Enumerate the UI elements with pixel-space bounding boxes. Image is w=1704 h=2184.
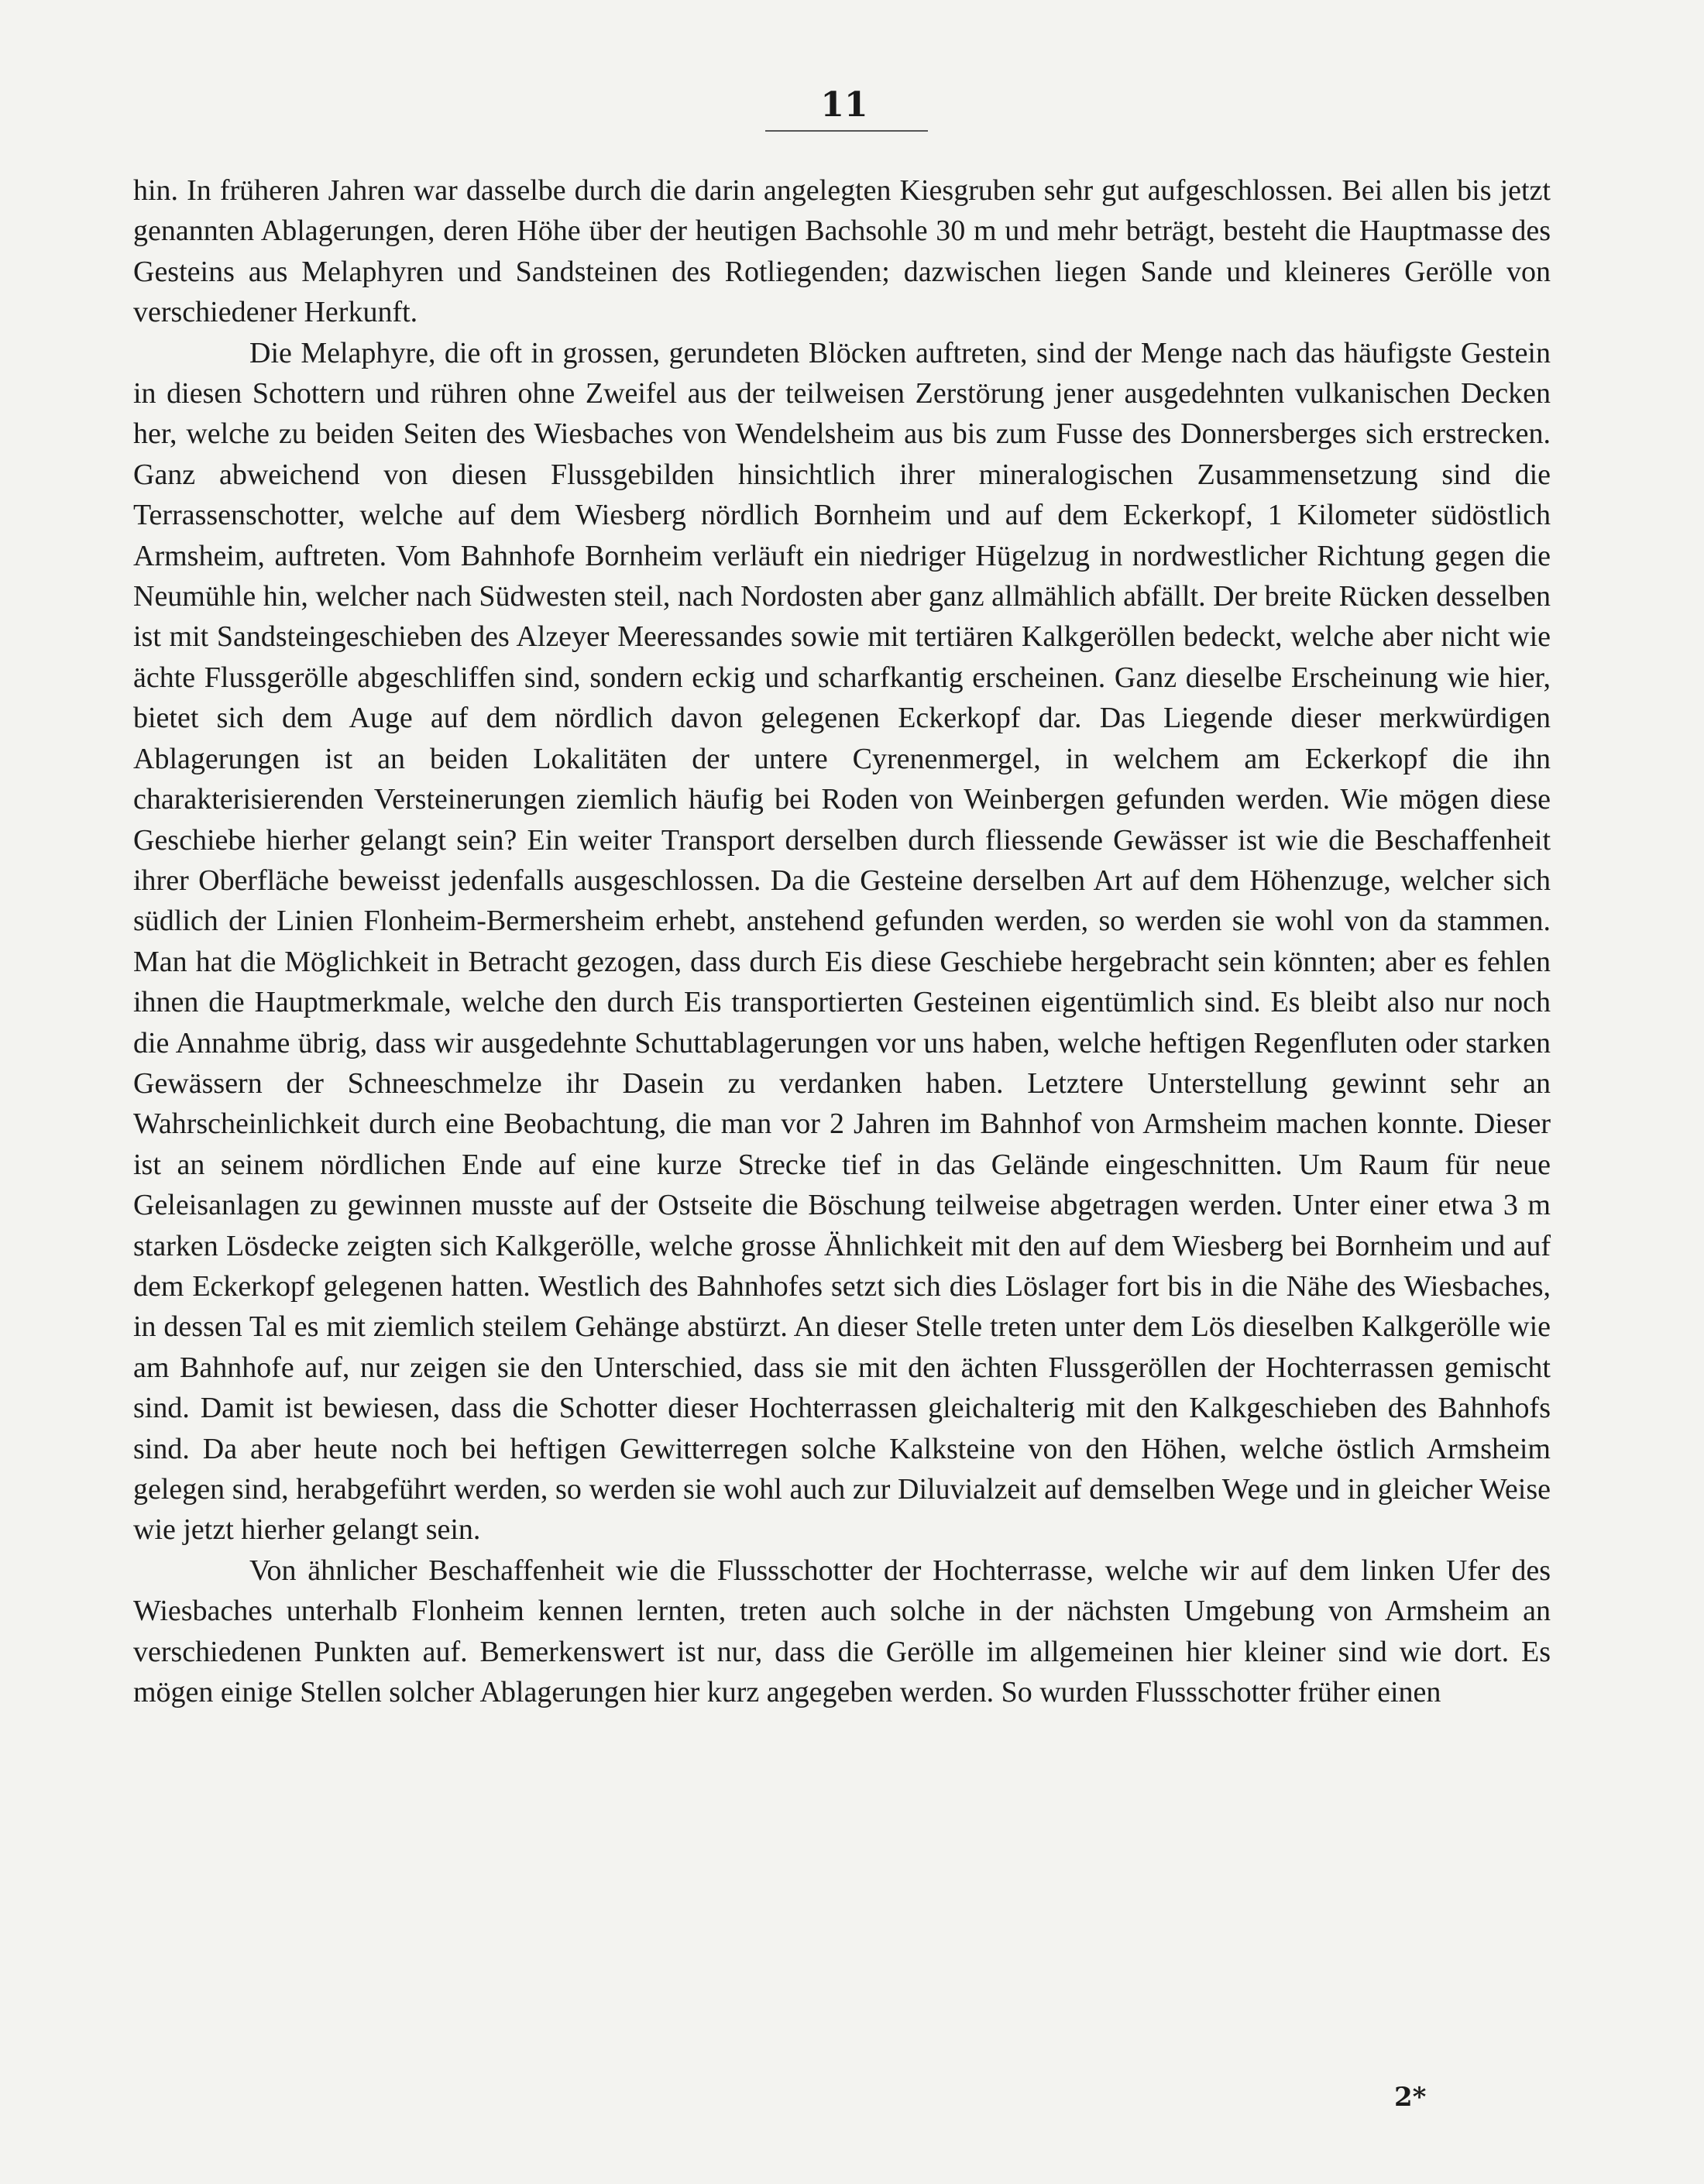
- paragraph: Von ähnlicher Beschaffenheit wie die Flussschotter der Hochterrasse, welche wir auf dem linken Ufer des Wiesbaches unterhalb Flonheim kennen lernten, treten auch solche in der nächsten Umgebung von Armsheim an verschiedenen Punkten auf. Bemerkenswert ist nur, dass die Gerölle im allgemeinen hier kleiner sind wie dort. Es mögen einige Stellen solcher Ablagerungen hier kurz angegeben werden. So wurden Flussschotter früher einen: [133, 1554, 1551, 1709]
- paragraph: hin. In früheren Jahren war dasselbe durch die darin angelegten Kiesgruben sehr gut aufgeschlossen. Bei allen bis jetzt genannten Ablagerungen, deren Höhe über der heutigen Bachsohle 30 m und mehr beträgt, besteht die Hauptmasse des Gesteins aus Melaphyren und Sandsteinen des Rotliegenden; dazwischen liegen Sande und kleineres Gerölle von verschiedener Herkunft.: [133, 174, 1551, 329]
- signature-mark: 2*: [1394, 2082, 1427, 2113]
- page-number: 11: [820, 85, 868, 125]
- body-text: [133, 170, 1551, 1712]
- page-number-rule: [765, 130, 928, 132]
- paragraph: Die Melaphyre, die oft in grossen, gerundeten Blöcken auftreten, sind der Menge nach das häufigste Gestein in diesen Schottern und rühren ohne Zweifel aus der teilweisen Zerstörung jener ausgedehnten vulkanischen Decken her, welche zu beiden Seiten des Wiesbaches von Wendelsheim aus bis zum Fusse des Donnersberges sich erstrecken. Ganz abweichend von diesen Flussgebilden hinsichtlich ihrer mineralogischen Zusammensetzung sind die Terrassenschotter, welche auf dem Wiesberg nördlich Bornheim und auf dem Eckerkopf, 1 Kilometer südöstlich Armsheim, auftreten. Vom Bahnhofe Bornheim verläuft ein niedriger Hügelzug in nordwestlicher Richtung gegen die Neumühle hin, welcher nach Südwesten steil, nach Nordosten aber ganz allmählich abfällt. Der breite Rücken desselben ist mit Sandsteingeschieben des Alzeyer Meeressandes sowie mit tertiären Kalkgeröllen bedeckt, welche aber nicht wie ächte Flussgerölle abgeschliffen sind, sondern eckig und scharfkantig erscheinen. Ganz dieselbe Erscheinung wie hier, bietet sich dem Auge auf dem nördlich davon gelegenen Eckerkopf dar. Das Liegende dieser merkwürdigen Ablagerungen ist an beiden Lokalitäten der untere Cyrenenmergel, in welchem am Eckerkopf die ihn charakterisierenden Versteinerungen ziemlich häufig bei Roden von Weinbergen gefunden werden. Wie mögen diese Geschiebe hierher gelangt sein? Ein weiter Transport derselben durch fliessende Gewässer ist wie die Beschaffenheit ihrer Oberfläche beweisst jedenfalls ausgeschlossen. Da die Gesteine derselben Art auf dem Höhenzuge, welcher sich südlich der Linien Flonheim-Bermersheim erhebt, anstehend gefunden werden, so werden sie wohl von da stammen. Man hat die Möglichkeit in Betracht gezogen, dass durch Eis diese Geschiebe hergebracht sein könnten; aber es fehlen ihnen die Hauptmerkmale, welche den durch Eis transportierten Gesteinen eigentümlich sind. Es bleibt also nur noch die Annahme übrig, dass wir ausgedehnte Schuttablagerungen vor uns haben, welche heftigen Regenfluten oder starken Gewässern der Schneeschmelze ihr Dasein zu verdanken haben. Letztere Unterstellung gewinnt sehr an Wahrscheinlichkeit durch eine Beobachtung, die man vor 2 Jahren im Bahnhof von Armsheim machen konnte. Dieser ist an seinem nördlichen Ende auf eine kurze Strecke tief in das Gelände eingeschnitten. Um Raum für neue Geleisanlagen zu gewinnen musste auf der Ostseite die Böschung teilweise abgetragen werden. Unter einer etwa 3 m starken Lösdecke zeigten sich Kalkgerölle, welche grosse Ähnlichkeit mit den auf dem Wiesberg bei Bornheim und auf dem Eckerkopf gelegenen hatten. Westlich des Bahnhofes setzt sich dies Löslager fort bis in die Nähe des Wiesbaches, in dessen Tal es mit ziemlich steilem Gehänge abstürzt. An dieser Stelle treten unter dem Lös dieselben Kalkgerölle wie am Bahnhofe auf, nur zeigen sie den Unterschied, dass sie mit den ächten Flussgeröllen der Hochterrassen gemischt sind. Damit ist bewiesen, dass die Schotter dieser Hochterrassen gleichalterig mit den Kalkgeschieben des Bahnhofs sind. Da aber heute noch bei heftigen Gewitterregen solche Kalksteine von den Höhen, welche östlich Armsheim gelegen sind, herabgeführt werden, so werden sie wohl auch zur Diluvialzeit auf demselben Wege und in gleicher Weise wie jetzt hierher gelangt sein.: [133, 336, 1551, 1547]
